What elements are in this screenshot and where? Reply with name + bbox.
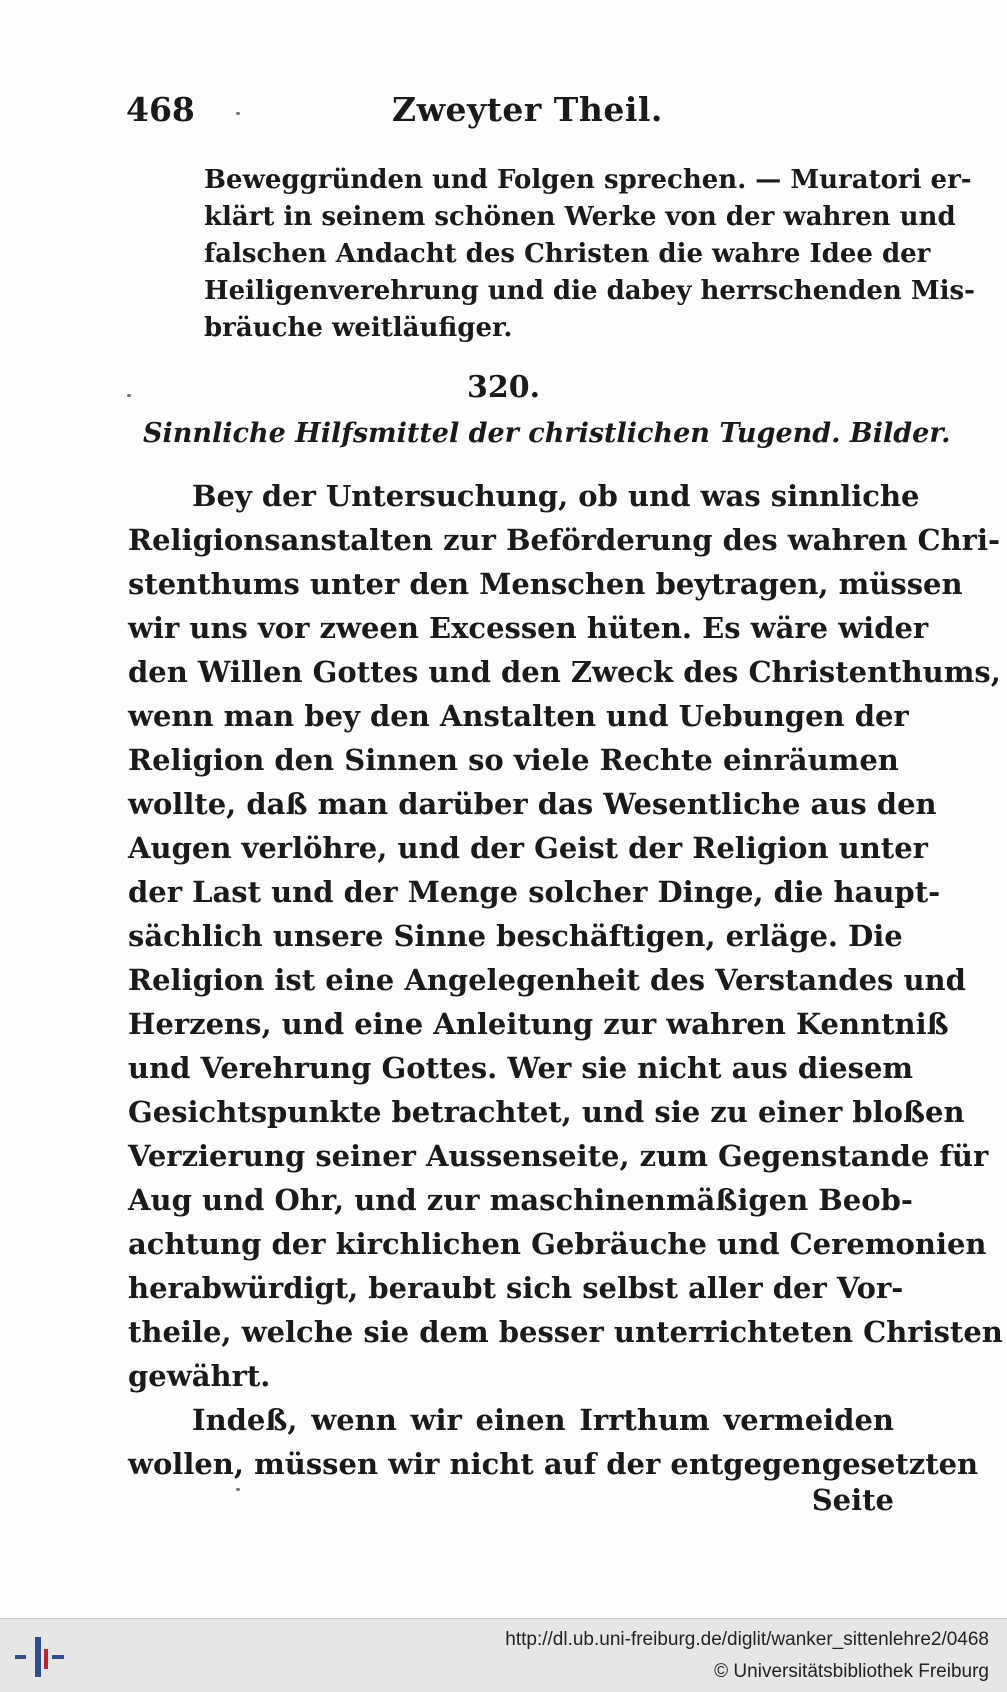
body-line: Gesichtspunkte betrachtet, und sie zu einer bloßen	[128, 1095, 965, 1129]
body-line: Verzierung seiner Aussenseite, zum Gegenstande für	[128, 1139, 989, 1173]
body-line: sächlich unsere Sinne beschäftigen, erläge. Die	[128, 919, 903, 953]
catchword: Seite	[811, 1483, 894, 1517]
footnote-block	[204, 162, 975, 347]
footnote-line: falschen Andacht des Christen die wahre Idee der	[204, 239, 931, 269]
body-line: wollte, daß man darüber das Wesentliche aus den	[128, 787, 937, 821]
body-line: und Verehrung Gottes. Wer sie nicht aus diesem	[128, 1051, 914, 1085]
body-line: der Last und der Menge solcher Dinge, die haupt-	[128, 875, 941, 909]
body-line: Bey der Untersuchung, ob und was sinnliche	[192, 479, 920, 513]
running-title: Zweyter Theil.	[392, 90, 663, 129]
scan-speck	[127, 394, 131, 397]
section-number: 320.	[466, 370, 541, 405]
body-line: Indeß, wenn wir einen Irrthum vermeiden	[192, 1403, 894, 1437]
page-number: 468	[126, 90, 195, 129]
footer-bar	[0, 1618, 1007, 1692]
body-line: den Willen Gottes und den Zweck des Christenthums,	[128, 655, 1001, 689]
copyright-notice: © Universitätsbibliothek Freiburg	[714, 1661, 989, 1682]
body-line: Aug und Ohr, und zur maschinenmäßigen Beob-	[128, 1183, 913, 1217]
body-line: Religion den Sinnen so viele Rechte einräumen	[128, 743, 899, 777]
source-url[interactable]: http://dl.ub.uni-freiburg.de/diglit/wanker_sittenlehre2/0468	[505, 1629, 989, 1650]
body-line: wenn man bey den Anstalten und Uebungen der	[128, 699, 909, 733]
scan-speck	[236, 1488, 240, 1491]
body-line: Religionsanstalten zur Beförderung des wahren Chri-	[128, 523, 1000, 557]
ub-freiburg-logo-icon	[14, 1631, 66, 1681]
body-line: theile, welche sie dem besser unterrichteten Christen	[128, 1315, 1003, 1349]
body-line: wir uns vor zween Excessen hüten. Es wäre wider	[128, 611, 929, 645]
body-line: Herzens, und eine Anleitung zur wahren Kenntniß	[128, 1007, 949, 1041]
footnote-line: klärt in seinem schönen Werke von der wahren und	[204, 202, 956, 232]
section-title: Sinnliche Hilfsmittel der christlichen Tugend. Bilder.	[143, 418, 951, 449]
body-line: achtung der kirchlichen Gebräuche und Ceremonien	[128, 1227, 987, 1261]
body-line: stenthums unter den Menschen beytragen, müssen	[128, 567, 963, 601]
body-text	[128, 474, 1003, 1486]
body-line: Augen verlöhre, und der Geist der Religion unter	[128, 831, 928, 865]
body-line: gewährt.	[128, 1359, 271, 1393]
body-line: Religion ist eine Angelegenheit des Verstandes und	[128, 963, 966, 997]
body-line: herabwürdigt, beraubt sich selbst aller der Vor-	[128, 1271, 904, 1305]
footnote-line: Heiligenverehrung und die dabey herrschenden Mis-	[204, 276, 975, 306]
footnote-line: bräuche weitläufiger.	[204, 313, 513, 343]
footnote-line: Beweggründen und Folgen sprechen. — Muratori er-	[204, 165, 972, 195]
body-line: wollen, müssen wir nicht auf der entgegengesetzten	[128, 1447, 979, 1481]
scan-speck	[236, 112, 240, 115]
